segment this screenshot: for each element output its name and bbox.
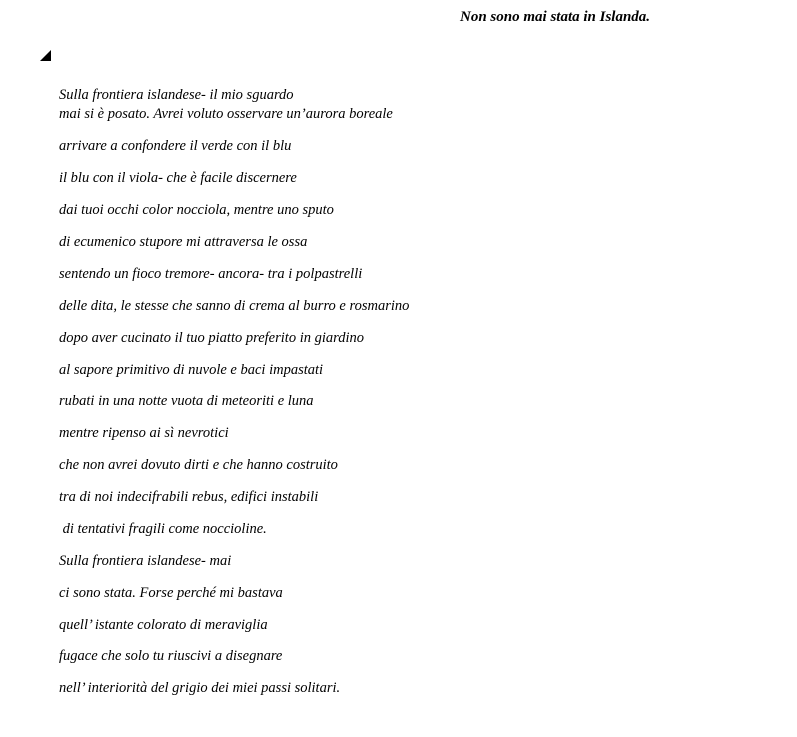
poem-line: quell’ istante colorato di meraviglia [59,617,268,633]
poem-line: mentre ripenso ai sì nevrotici [59,425,229,441]
poem-line: delle dita, le stesse che sanno di crema al burro e rosmarino [59,298,410,314]
poem-line: rubati in una notte vuota di meteoriti e luna [59,393,314,409]
poem-line: dopo aver cucinato il tuo piatto preferito in giardino [59,330,365,346]
poem-line: ci sono stata. Forse perché mi bastava [59,585,283,601]
poem-line: tra di noi indecifrabili rebus, edifici instabili [59,489,319,505]
poem-line: Sulla frontiera islandese- il mio sguardo [59,87,294,103]
poem-line: dai tuoi occhi color nocciola, mentre uno sputo [59,202,334,218]
poem-line: di ecumenico stupore mi attraversa le ossa [59,234,308,250]
poem-line: al sapore primitivo di nuvole e baci impastati [59,362,324,378]
poem-line: che non avrei dovuto dirti e che hanno costruito [59,457,338,473]
poem-line: fugace che solo tu riuscivi a disegnare [59,648,283,664]
poem-line: il blu con il viola- che è facile discernere [59,170,297,186]
poem-line: di tentativi fragili come noccioline. [59,521,267,537]
poem-line: mai si è posato. Avrei voluto osservare un’aurora boreale [59,106,393,122]
poem-title: Non sono mai stata in Islanda. [460,9,651,25]
poem-line: sentendo un fioco tremore- ancora- tra i polpastrelli [59,266,363,282]
poem-line: arrivare a confondere il verde con il blu [59,138,292,154]
collapse-triangle-icon[interactable] [40,50,51,61]
poem-line: Sulla frontiera islandese- mai [59,553,232,569]
poem-line: nell’ interiorità del grigio dei miei passi solitari. [59,680,341,696]
